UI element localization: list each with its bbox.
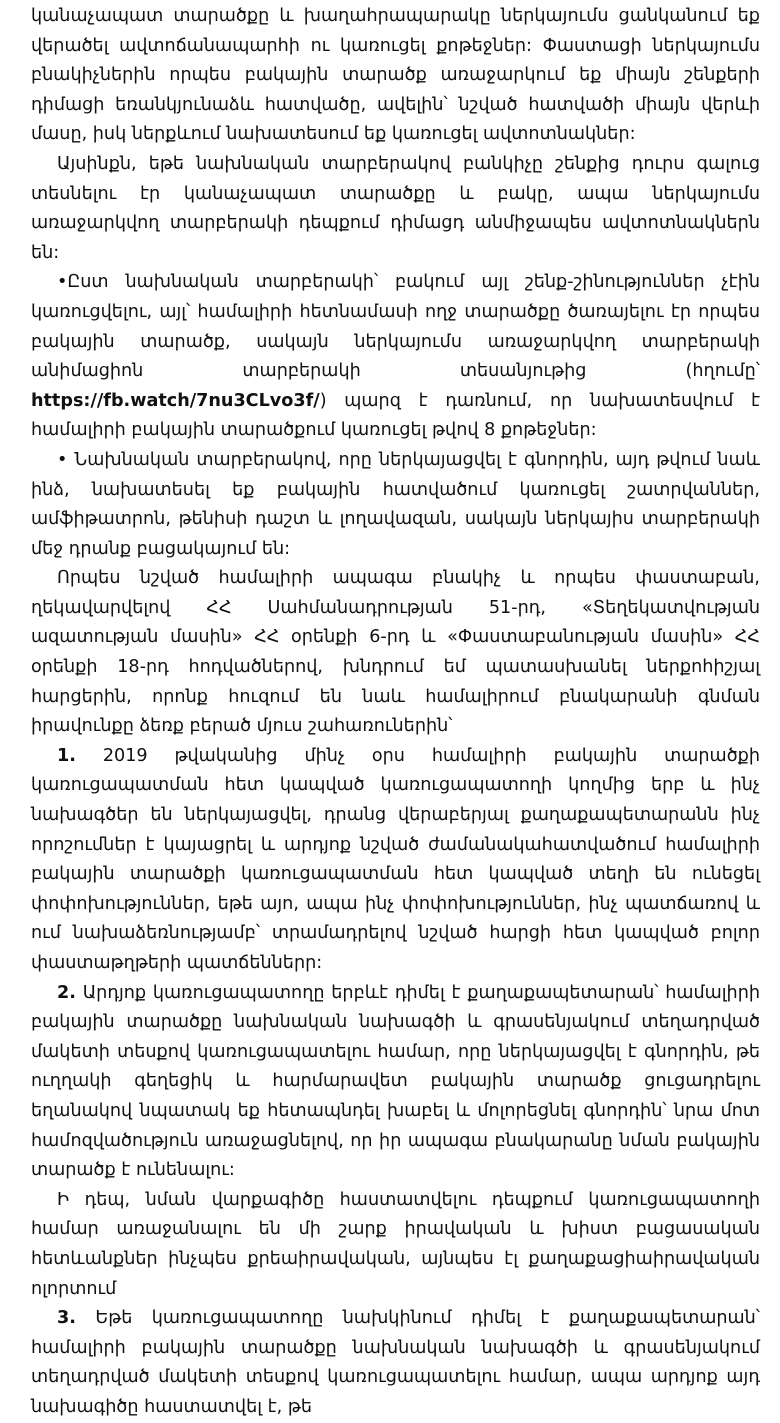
paragraph-text: Ի դեպ, նման վարքագիծը հաստատվելու դեպքում կառուցապատողի համար առաջանալու են մի շարք իրավական և խիստ բացասական հետևանքներ ինչպես քրեաիրավական, այնպես էլ քաղաքացիաիրավական ոլորտում xyxy=(31,1189,760,1299)
paragraph-legal-request xyxy=(31,564,760,742)
paragraph-yard-plan xyxy=(31,2,760,150)
question-number: 2. xyxy=(57,982,76,1003)
paragraph-consequences xyxy=(31,1186,760,1304)
paragraph-text: Այսինքն, եթե նախնական տարբերակով բանկիչը շենքից դուրս գալուց տեսնելու էր կանաչապատ տարածքը և բակը, ապա ներկայումս առաջարկվող տարբերակի դեպքում դիմացդ անմիջապես ավտոտնակներն են: xyxy=(31,153,760,263)
question-2 xyxy=(31,979,760,1186)
paragraph-text: •Ըստ նախնական տարբերակի՝ բակում այլ շենք-շինություններ չէին կառուցվելու, այլ՝ համալիրի հետնամասի ողջ տարածքը ծառայելու էր որպես բակային տարածք, սակայն ներկայումս առաջարկվող տարբերակի անիմացիոն տարբերակի տեսանյութից (հղումը՝ xyxy=(31,272,760,382)
question-text: Արդյոք կառուցապատողը երբևէ դիմել է քաղաքապետարան՝ համալիրի բակային տարածքը նախնական նախագծի և գրասենյակում տեղադրված մակետի տեսքով կառուցապատելու համար, որը ներկայացվել է գնորդին, թե ուղղակի գեղեցիկ և հարմարավետ բակային տարածք ցուցադրելու եղանակով նպատակ եք հետապնդել խաբել և մոլորեցնել գնորդին՝ նրա մոտ համոզվածություն առաջացնելով, որ իր ապագա բնակարանը նման բակային տարածք է ունենալու: xyxy=(31,982,760,1181)
question-number: 1. xyxy=(57,745,76,766)
paragraph-text: կանաչապատ տարածքը և խաղահրապարակը ներկայումս ցանկանում եք վերածել ավտոճանապարհի ու կառուցել քոթեջներ: Փաստացի ներկայումս բնակիչներին որպես բակային տարածք առաջարկում եք միայն շենքերի դիմացի եռանկյունաձև հատվածը, ավելին՝ նշված հատվածի միայն վերևի մասը, իսկ ներքևում նախատեսում եք կառուցել ավտոտնակներ: xyxy=(31,6,760,145)
question-text: Եթե կառուցապատողը նախկինում դիմել է քաղաքապետարան՝ համալիրի բակային տարածքը նախնական նախագծի և գրասենյակում տեղադրված մակետի տեսքով կառուցապատելու համար, ապա արդյոք այդ նախագիծը հաստատվել է, թե xyxy=(31,1308,760,1417)
question-number: 3. xyxy=(57,1308,76,1329)
paragraph-bullet-amenities xyxy=(31,446,760,564)
paragraph-text: Որպես նշված համալիրի ապագա բնակիչ և որպես փաստաբան, ղեկավարվելով ՀՀ Սահմանադրության 51-րդ, «Տեղեկատվության ազատության մասին» ՀՀ օրենքի 6-րդ և «Փաստաբանության մասին» ՀՀ օրենքի 18-րդ հոդվածներով, խնդրում եմ պատասխանել ներքոհիշյալ հարցերին, որոնք հուզում են նաև համալիրում բնակարանի գնման իրավունքը ձեռք բերած մյուս շահառուներին՝ xyxy=(31,568,760,737)
question-text: 2019 թվականից մինչ օրս համալիրի բակային տարածքի կառուցապատման հետ կապված կառուցապատողի կողմից երբ և ինչ նախագծեր են ներկայացվել, դրանց վերաբերյալ քաղաքապետարանն ինչ որոշումներ է կայացրել և արդյոք նշված ժամանակահատվածում համալիրի բակային տարածքի կառուցապատման հետ կապված տեղի են ունեցել փոփոխություններ, եթե այո, ապա ինչ փոփոխություններ, ինչ պատճառով և ում նախաձեռնությամբ՝ տրամադրելով նշված հարցի հետ կապված բոլոր փաստաթղթերի պատճեններր: xyxy=(31,745,760,973)
question-3 xyxy=(31,1304,760,1422)
paragraph-bullet-cottages xyxy=(31,268,760,446)
paragraph-view-comparison xyxy=(31,150,760,268)
video-link[interactable]: https://fb.watch/7nu3CLvo3f/ xyxy=(31,390,320,411)
paragraph-text: • Նախնական տարբերակով, որը ներկայացվել է գնորդին, այդ թվում նաև ինձ, նախատեսել եք բակային հատվածում կառուցել շատրվաններ, ամֆիթատրոն, թենիսի դաշտ և լողավազան, սակայն ներկայիս տարբերակի մեջ դրանք բացակայում են: xyxy=(31,449,760,559)
paragraph-text: ) պարզ է դառնում, որ նախատեսվում է համալիրի բակային տարածքում կառուցել թվով 8 քոթեջներ: xyxy=(31,390,760,441)
question-1 xyxy=(31,742,760,979)
